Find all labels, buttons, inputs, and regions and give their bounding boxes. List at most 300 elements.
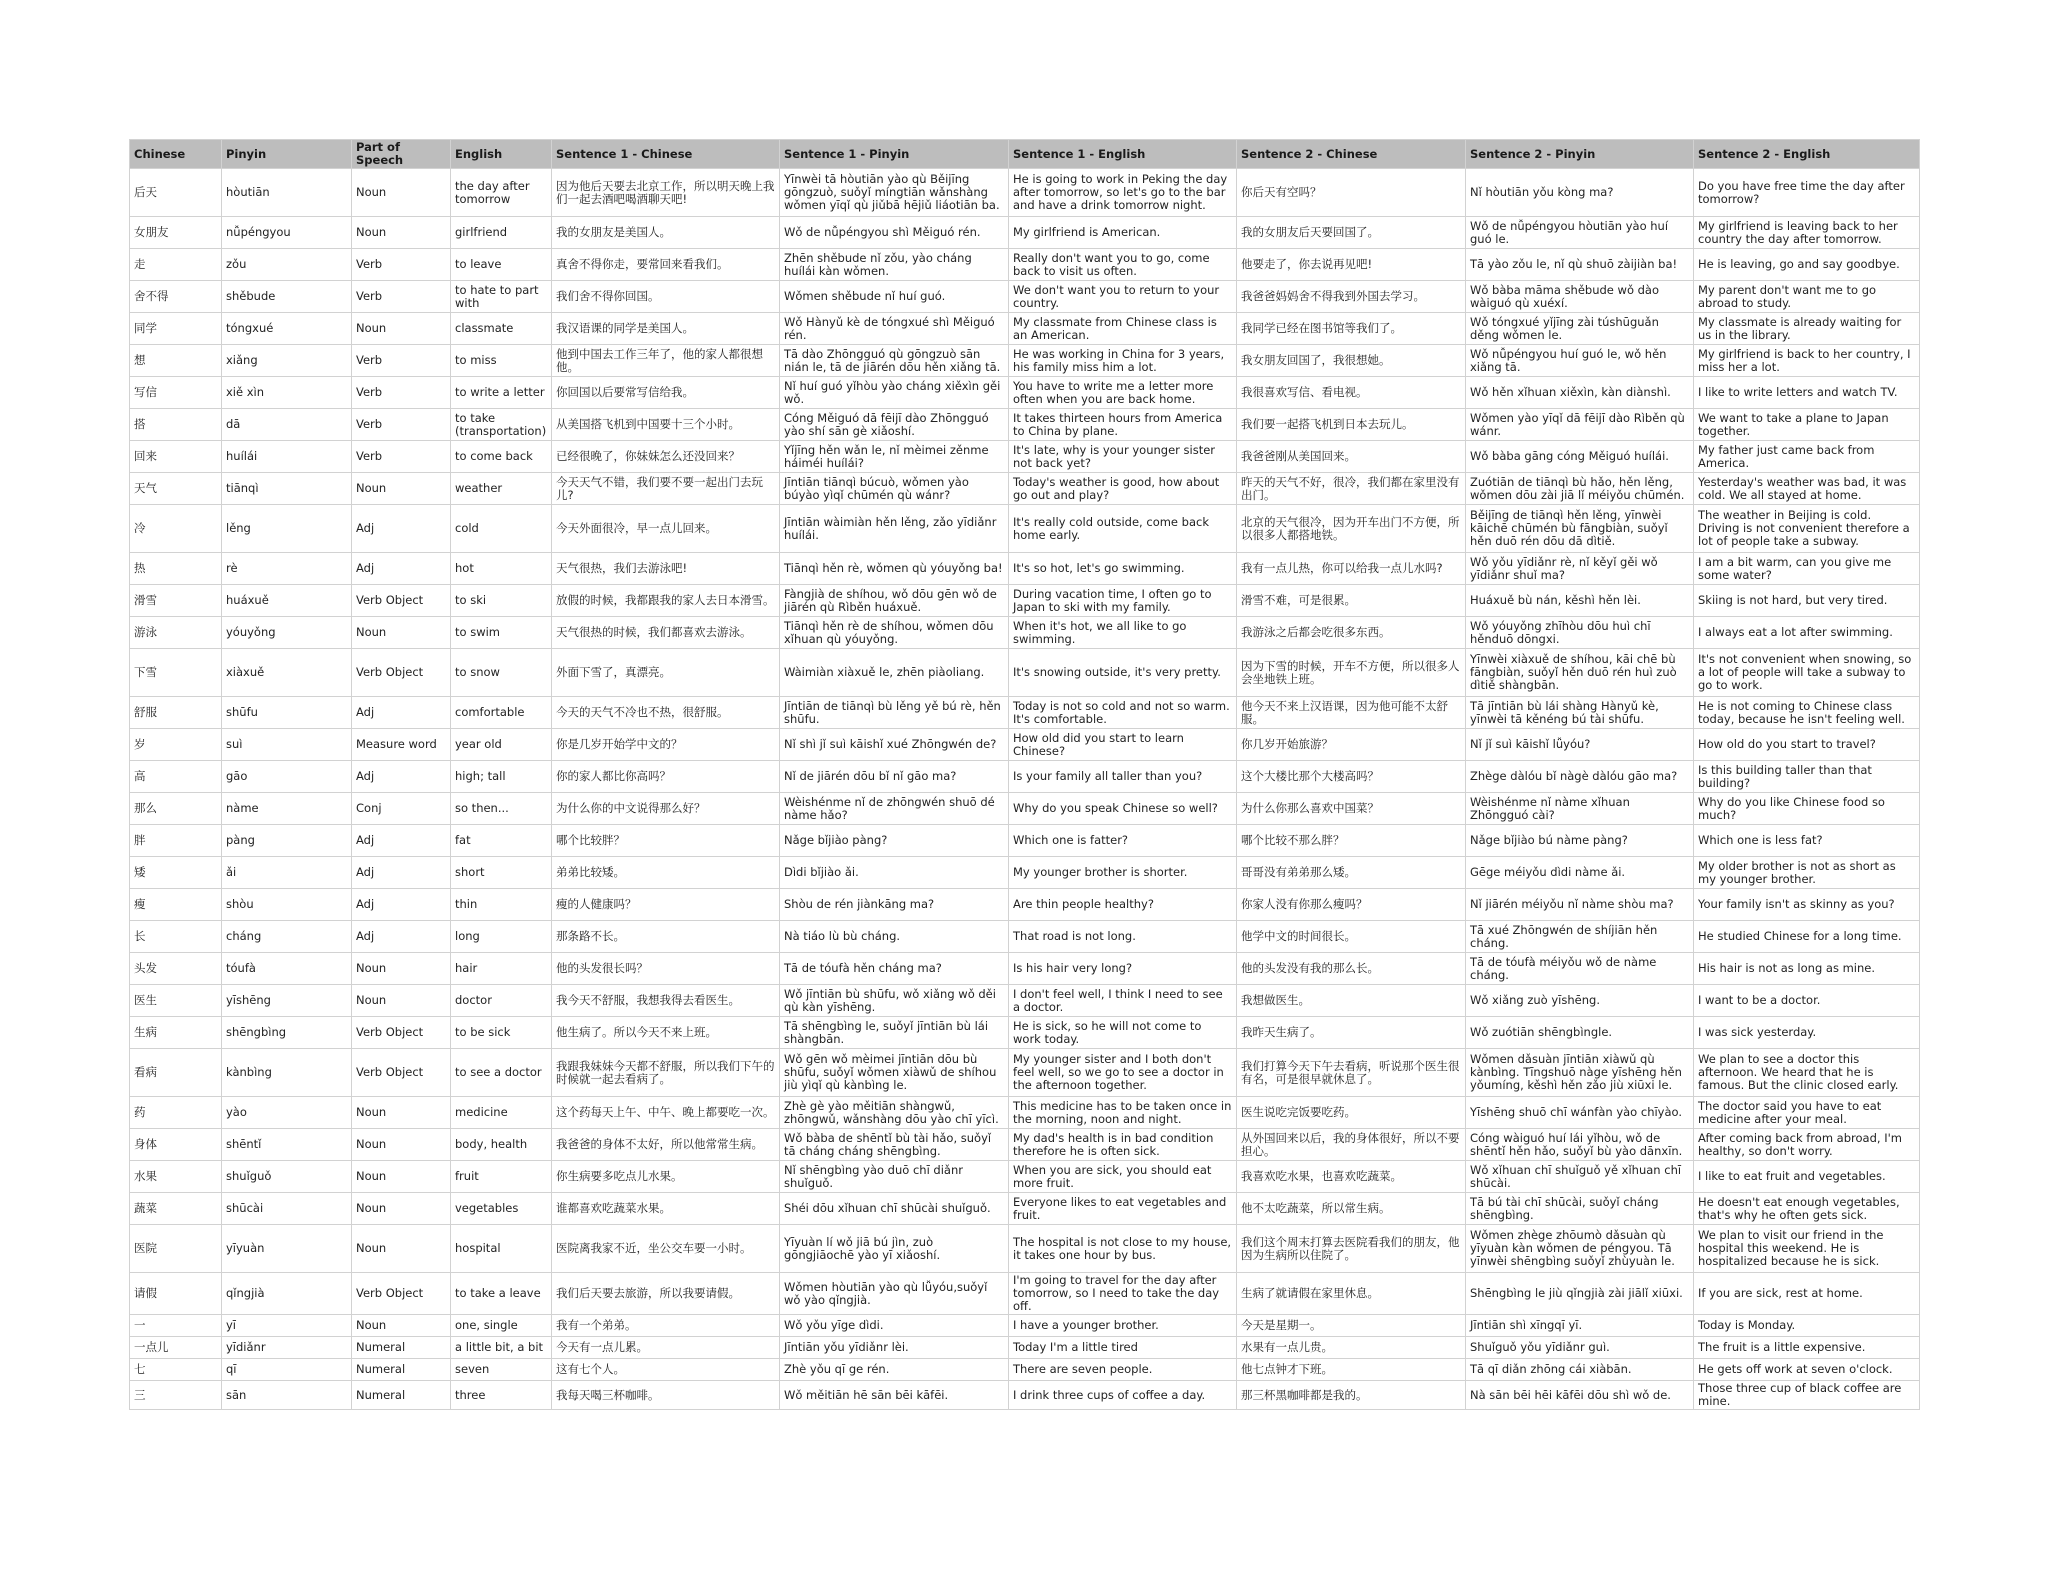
cell-sentence2-pinyin: Tā qī diǎn zhōng cái xiàbān. [1466, 1359, 1694, 1381]
table-row [130, 249, 1920, 281]
cell-sentence1-pinyin: Zhè yǒu qī ge rén. [780, 1359, 1009, 1381]
cell-sentence2-pinyin: Wǒ zuótiān shēngbìngle. [1466, 1017, 1694, 1049]
cell-sentence1-english: It's late, why is your younger sister not back yet? [1009, 441, 1237, 473]
cell-sentence2-english: He studied Chinese for a long time. [1694, 921, 1920, 953]
table-row [130, 953, 1920, 985]
cell-sentence1-pinyin: Wàimiàn xiàxuě le, zhēn piàoliang. [780, 649, 1009, 697]
table-row [130, 1273, 1920, 1315]
header-cell: Sentence 2 - Pinyin [1466, 140, 1694, 169]
cell-sentence1-pinyin: Wǒ yǒu yīge dìdi. [780, 1315, 1009, 1337]
cell-sentence2-pinyin: Tā de tóufà méiyǒu wǒ de nàme cháng. [1466, 953, 1694, 985]
cell-chinese: 那么 [130, 793, 222, 825]
cell-sentence1-pinyin: Wǒ Hànyǔ kè de tóngxué shì Měiguó rén. [780, 313, 1009, 345]
table-row [130, 1097, 1920, 1129]
cell-sentence2-english: The fruit is a little expensive. [1694, 1337, 1920, 1359]
cell-chinese: 天气 [130, 473, 222, 505]
cell-sentence2-chinese: 你后天有空吗？ [1237, 169, 1466, 217]
table-row [130, 825, 1920, 857]
cell-sentence1-english: There are seven people. [1009, 1359, 1237, 1381]
cell-sentence1-chinese: 我们后天要去旅游，所以我要请假。 [552, 1273, 780, 1315]
cell-chinese: 游泳 [130, 617, 222, 649]
cell-sentence2-english: He doesn't eat enough vegetables, that's why he often gets sick. [1694, 1193, 1920, 1225]
cell-sentence2-english: Those three cup of black coffee are mine. [1694, 1381, 1920, 1410]
cell-sentence1-pinyin: Wǒ jīntiān bù shūfu, wǒ xiǎng wǒ děi qù kàn yīshēng. [780, 985, 1009, 1017]
cell-sentence2-english: The doctor said you have to eat medicine after your meal. [1694, 1097, 1920, 1129]
cell-chinese: 看病 [130, 1049, 222, 1097]
cell-sentence1-chinese: 哪个比较胖？ [552, 825, 780, 857]
cell-sentence1-chinese: 这有七个人。 [552, 1359, 780, 1381]
cell-sentence2-pinyin: Běijīng de tiānqì hěn lěng, yīnwèi kāichē chūmén bù fāngbiàn, suǒyǐ hěn duō rén dōu dā dìtiě. [1466, 505, 1694, 553]
cell-sentence2-chinese: 因为下雪的时候，开车不方便，所以很多人会坐地铁上班。 [1237, 649, 1466, 697]
cell-sentence2-english: My girlfriend is back to her country, I miss her a lot. [1694, 345, 1920, 377]
cell-sentence1-english: My dad's health is in bad condition therefore he is often sick. [1009, 1129, 1237, 1161]
table-row [130, 761, 1920, 793]
cell-chinese: 一点儿 [130, 1337, 222, 1359]
cell-sentence1-chinese: 你是几岁开始学中文的？ [552, 729, 780, 761]
cell-sentence1-pinyin: Nǎge bǐjiào pàng? [780, 825, 1009, 857]
table-row [130, 1129, 1920, 1161]
cell-sentence2-chinese: 他要走了，你去说再见吧! [1237, 249, 1466, 281]
cell-sentence2-pinyin: Wǒ nǚpéngyou huí guó le, wǒ hěn xiǎng tā. [1466, 345, 1694, 377]
cell-sentence2-pinyin: Wǒ tóngxué yǐjīng zài túshūguǎn děng wǒmen le. [1466, 313, 1694, 345]
cell-sentence1-chinese: 今天天气不错，我们要不要一起出门去玩儿? [552, 473, 780, 505]
table-body [130, 169, 1920, 1410]
cell-english: weather [451, 473, 552, 505]
cell-pinyin: nàme [222, 793, 352, 825]
cell-chinese: 身体 [130, 1129, 222, 1161]
header-cell: Sentence 1 - Chinese [552, 140, 780, 169]
cell-part-of-speech: Verb [352, 249, 451, 281]
cell-english: year old [451, 729, 552, 761]
cell-sentence2-chinese: 我爸爸刚从美国回来。 [1237, 441, 1466, 473]
cell-sentence2-pinyin: Jīntiān shì xīngqī yī. [1466, 1315, 1694, 1337]
cell-part-of-speech: Verb Object [352, 1273, 451, 1315]
cell-pinyin: shūcài [222, 1193, 352, 1225]
cell-sentence1-pinyin: Yīyuàn lí wǒ jiā bú jìn, zuò gōngjiāochē yào yī xiǎoshí. [780, 1225, 1009, 1273]
table-row [130, 1225, 1920, 1273]
cell-sentence2-english: Skiing is not hard, but very tired. [1694, 585, 1920, 617]
table-row [130, 1017, 1920, 1049]
cell-part-of-speech: Adj [352, 761, 451, 793]
cell-sentence1-english: I have a younger brother. [1009, 1315, 1237, 1337]
cell-sentence1-pinyin: Fàngjià de shíhou, wǒ dōu gēn wǒ de jiārén qù Rìběn huáxuě. [780, 585, 1009, 617]
cell-sentence1-pinyin: Nǐ shì jǐ suì kāishǐ xué Zhōngwén de? [780, 729, 1009, 761]
cell-english: hospital [451, 1225, 552, 1273]
cell-sentence1-english: I drink three cups of coffee a day. [1009, 1381, 1237, 1410]
cell-sentence2-chinese: 这个大楼比那个大楼高吗？ [1237, 761, 1466, 793]
cell-sentence2-chinese: 哥哥没有弟弟那么矮。 [1237, 857, 1466, 889]
cell-part-of-speech: Noun [352, 169, 451, 217]
cell-english: thin [451, 889, 552, 921]
cell-english: seven [451, 1359, 552, 1381]
cell-sentence1-english: You have to write me a letter more often when you are back home. [1009, 377, 1237, 409]
cell-sentence2-chinese: 我的女朋友后天要回国了。 [1237, 217, 1466, 249]
cell-sentence2-pinyin: Wǒ hěn xǐhuan xiěxìn, kàn diànshì. [1466, 377, 1694, 409]
cell-chinese: 后天 [130, 169, 222, 217]
table-row [130, 553, 1920, 585]
cell-part-of-speech: Noun [352, 1129, 451, 1161]
cell-chinese: 七 [130, 1359, 222, 1381]
cell-sentence2-chinese: 医生说吃完饭要吃药。 [1237, 1097, 1466, 1129]
cell-sentence2-pinyin: Nǐ jiārén méiyǒu nǐ nàme shòu ma? [1466, 889, 1694, 921]
cell-sentence2-chinese: 他七点钟才下班。 [1237, 1359, 1466, 1381]
cell-pinyin: cháng [222, 921, 352, 953]
cell-sentence2-english: We want to take a plane to Japan together. [1694, 409, 1920, 441]
cell-sentence2-pinyin: Tā jīntiān bù lái shàng Hànyǔ kè, yīnwèi tā kěnéng bú tài shūfu. [1466, 697, 1694, 729]
cell-part-of-speech: Conj [352, 793, 451, 825]
cell-sentence1-pinyin: Zhè gè yào měitiān shàngwǔ, zhōngwǔ, wǎnshàng dōu yào chī yīcì. [780, 1097, 1009, 1129]
cell-sentence2-english: He is leaving, go and say goodbye. [1694, 249, 1920, 281]
cell-english: to take a leave [451, 1273, 552, 1315]
cell-pinyin: qī [222, 1359, 352, 1381]
cell-english: so then... [451, 793, 552, 825]
cell-sentence1-pinyin: Jīntiān yǒu yīdiǎnr lèi. [780, 1337, 1009, 1359]
cell-sentence2-english: Is this building taller than that building? [1694, 761, 1920, 793]
table-row [130, 217, 1920, 249]
cell-part-of-speech: Noun [352, 1225, 451, 1273]
cell-sentence2-pinyin: Tā xué Zhōngwén de shíjiān hěn cháng. [1466, 921, 1694, 953]
cell-sentence2-pinyin: Wǒ bàba gāng cóng Měiguó huílái. [1466, 441, 1694, 473]
cell-sentence1-chinese: 你的家人都比你高吗？ [552, 761, 780, 793]
cell-sentence1-chinese: 我有一个弟弟。 [552, 1315, 780, 1337]
cell-sentence1-chinese: 为什么你的中文说得那么好？ [552, 793, 780, 825]
cell-part-of-speech: Verb [352, 409, 451, 441]
cell-english: a little bit, a bit [451, 1337, 552, 1359]
cell-pinyin: xiàxuě [222, 649, 352, 697]
cell-chinese: 岁 [130, 729, 222, 761]
cell-part-of-speech: Numeral [352, 1359, 451, 1381]
cell-chinese: 水果 [130, 1161, 222, 1193]
cell-sentence1-chinese: 今天的天气不冷也不热，很舒服。 [552, 697, 780, 729]
cell-part-of-speech: Noun [352, 1161, 451, 1193]
cell-english: to snow [451, 649, 552, 697]
cell-part-of-speech: Adj [352, 505, 451, 553]
cell-pinyin: shēngbìng [222, 1017, 352, 1049]
cell-sentence2-pinyin: Huáxuě bù nán, kěshì hěn lèi. [1466, 585, 1694, 617]
cell-sentence2-english: Yesterday's weather was bad, it was cold. We all stayed at home. [1694, 473, 1920, 505]
cell-sentence1-chinese: 谁都喜欢吃蔬菜水果。 [552, 1193, 780, 1225]
cell-chinese: 医院 [130, 1225, 222, 1273]
cell-part-of-speech: Noun [352, 217, 451, 249]
table-row [130, 1049, 1920, 1097]
cell-part-of-speech: Noun [352, 617, 451, 649]
cell-english: hot [451, 553, 552, 585]
cell-sentence1-english: Which one is fatter? [1009, 825, 1237, 857]
cell-sentence2-chinese: 我们要一起搭飞机到日本去玩儿。 [1237, 409, 1466, 441]
cell-sentence2-english: It's not convenient when snowing, so a lot of people will take a subway to go to work. [1694, 649, 1920, 697]
cell-sentence2-english: Today is Monday. [1694, 1315, 1920, 1337]
cell-chinese: 长 [130, 921, 222, 953]
cell-chinese: 矮 [130, 857, 222, 889]
header-cell: Part of Speech [352, 140, 451, 169]
table-row [130, 921, 1920, 953]
cell-sentence1-english: During vacation time, I often go to Japan to ski with my family. [1009, 585, 1237, 617]
cell-sentence1-english: Are thin people healthy? [1009, 889, 1237, 921]
cell-pinyin: shēntǐ [222, 1129, 352, 1161]
cell-sentence1-pinyin: Tiānqì hěn rè de shíhou, wǒmen dōu xǐhuan qù yóuyǒng. [780, 617, 1009, 649]
cell-chinese: 舒服 [130, 697, 222, 729]
cell-sentence2-pinyin: Zhège dàlóu bǐ nàgè dàlóu gāo ma? [1466, 761, 1694, 793]
cell-sentence1-chinese: 我爸爸的身体不太好，所以他常常生病。 [552, 1129, 780, 1161]
cell-sentence1-pinyin: Shéi dōu xǐhuan chī shūcài shuǐguǒ. [780, 1193, 1009, 1225]
cell-sentence2-english: Which one is less fat? [1694, 825, 1920, 857]
cell-pinyin: pàng [222, 825, 352, 857]
cell-pinyin: sān [222, 1381, 352, 1410]
cell-sentence1-chinese: 我们舍不得你回国。 [552, 281, 780, 313]
cell-sentence2-chinese: 我很喜欢写信、看电视。 [1237, 377, 1466, 409]
cell-english: to miss [451, 345, 552, 377]
cell-sentence1-english: That road is not long. [1009, 921, 1237, 953]
cell-sentence2-pinyin: Nǎge bǐjiào bú nàme pàng? [1466, 825, 1694, 857]
cell-sentence1-pinyin: Nǐ huí guó yǐhòu yào cháng xiěxìn gěi wǒ. [780, 377, 1009, 409]
cell-english: three [451, 1381, 552, 1410]
cell-pinyin: tóngxué [222, 313, 352, 345]
cell-english: girlfriend [451, 217, 552, 249]
cell-sentence2-chinese: 我想做医生。 [1237, 985, 1466, 1017]
cell-sentence1-chinese: 瘦的人健康吗？ [552, 889, 780, 921]
cell-sentence1-pinyin: Wǒ gēn wǒ mèimei jīntiān dōu bù shūfu, suǒyǐ wǒmen xiàwǔ de shíhou jiù yìqǐ qù kànbìng le. [780, 1049, 1009, 1097]
cell-pinyin: yào [222, 1097, 352, 1129]
cell-english: high; tall [451, 761, 552, 793]
cell-sentence1-english: I don't feel well, I think I need to see a doctor. [1009, 985, 1237, 1017]
cell-part-of-speech: Noun [352, 985, 451, 1017]
header-cell: Sentence 2 - Chinese [1237, 140, 1466, 169]
cell-sentence2-pinyin: Nǐ jǐ suì kāishǐ lǚyóu? [1466, 729, 1694, 761]
cell-sentence2-english: We plan to see a doctor this afternoon. We heard that he is famous. But the clinic closed early. [1694, 1049, 1920, 1097]
cell-chinese: 高 [130, 761, 222, 793]
cell-sentence2-pinyin: Wǒ xǐhuan chī shuǐguǒ yě xǐhuan chī shūcài. [1466, 1161, 1694, 1193]
cell-sentence1-pinyin: Nǐ shēngbìng yào duō chī diǎnr shuǐguǒ. [780, 1161, 1009, 1193]
cell-sentence2-chinese: 我女朋友回国了，我很想她。 [1237, 345, 1466, 377]
cell-sentence2-chinese: 他学中文的时间很长。 [1237, 921, 1466, 953]
cell-sentence2-english: If you are sick, rest at home. [1694, 1273, 1920, 1315]
table-row [130, 441, 1920, 473]
cell-sentence2-chinese: 你几岁开始旅游？ [1237, 729, 1466, 761]
cell-sentence2-chinese: 为什么你那么喜欢中国菜？ [1237, 793, 1466, 825]
cell-english: doctor [451, 985, 552, 1017]
cell-sentence1-chinese: 今天有一点儿累。 [552, 1337, 780, 1359]
cell-sentence1-chinese: 我汉语课的同学是美国人。 [552, 313, 780, 345]
cell-sentence1-chinese: 我跟我妹妹今天都不舒服，所以我们下午的时候就一起去看病了。 [552, 1049, 780, 1097]
cell-pinyin: xiě xìn [222, 377, 352, 409]
cell-sentence1-chinese: 他到中国去工作三年了，他的家人都很想他。 [552, 345, 780, 377]
cell-sentence1-english: Really don't want you to go, come back to visit us often. [1009, 249, 1237, 281]
cell-english: to leave [451, 249, 552, 281]
cell-sentence1-pinyin: Nà tiáo lù bù cháng. [780, 921, 1009, 953]
cell-sentence1-english: How old did you start to learn Chinese? [1009, 729, 1237, 761]
cell-sentence2-pinyin: Wǒmen yào yīqǐ dā fēijī dào Rìběn qù wánr. [1466, 409, 1694, 441]
cell-english: classmate [451, 313, 552, 345]
header-cell: Pinyin [222, 140, 352, 169]
cell-pinyin: huílái [222, 441, 352, 473]
cell-sentence2-chinese: 生病了就请假在家里休息。 [1237, 1273, 1466, 1315]
cell-sentence1-chinese: 那条路不长。 [552, 921, 780, 953]
header-cell: Sentence 2 - English [1694, 140, 1920, 169]
table-row [130, 1359, 1920, 1381]
table-row [130, 169, 1920, 217]
table-row [130, 1337, 1920, 1359]
table-row [130, 857, 1920, 889]
cell-sentence2-pinyin: Wǒ yǒu yīdiǎnr rè, nǐ kěyǐ gěi wǒ yīdiǎnr shuǐ ma? [1466, 553, 1694, 585]
cell-sentence1-pinyin: Wǒ de nǚpéngyou shì Měiguó rén. [780, 217, 1009, 249]
cell-sentence1-pinyin: Jīntiān de tiānqì bù lěng yě bú rè, hěn shūfu. [780, 697, 1009, 729]
cell-sentence1-english: He is sick, so he will not come to work today. [1009, 1017, 1237, 1049]
cell-sentence2-pinyin: Nà sān bēi hēi kāfēi dōu shì wǒ de. [1466, 1381, 1694, 1410]
table-row [130, 889, 1920, 921]
cell-sentence1-pinyin: Yīnwèi tā hòutiān yào qù Běijīng gōngzuò, suǒyǐ míngtiān wǎnshàng wǒmen yīqǐ qù jiǔbā hējiǔ liáotiān ba. [780, 169, 1009, 217]
cell-sentence1-chinese: 我每天喝三杯咖啡。 [552, 1381, 780, 1410]
cell-sentence2-english: I like to write letters and watch TV. [1694, 377, 1920, 409]
cell-sentence1-english: When you are sick, you should eat more fruit. [1009, 1161, 1237, 1193]
cell-sentence1-chinese: 外面下雪了，真漂亮。 [552, 649, 780, 697]
cell-sentence1-english: When it's hot, we all like to go swimming. [1009, 617, 1237, 649]
cell-english: vegetables [451, 1193, 552, 1225]
cell-sentence1-english: It's so hot, let's go swimming. [1009, 553, 1237, 585]
cell-sentence2-chinese: 哪个比较不那么胖？ [1237, 825, 1466, 857]
cell-sentence1-chinese: 天气很热，我们去游泳吧! [552, 553, 780, 585]
cell-sentence2-english: I like to eat fruit and vegetables. [1694, 1161, 1920, 1193]
cell-sentence2-english: He is not coming to Chinese class today, because he isn't feeling well. [1694, 697, 1920, 729]
cell-part-of-speech: Verb Object [352, 1017, 451, 1049]
cell-sentence2-pinyin: Wǒ yóuyǒng zhīhòu dōu huì chī hěnduō dōngxi. [1466, 617, 1694, 649]
cell-sentence2-chinese: 昨天的天气不好，很冷，我们都在家里没有出门。 [1237, 473, 1466, 505]
cell-sentence1-chinese: 放假的时候，我都跟我的家人去日本滑雪。 [552, 585, 780, 617]
cell-sentence1-english: Today I'm a little tired [1009, 1337, 1237, 1359]
cell-english: to be sick [451, 1017, 552, 1049]
cell-sentence1-english: Today's weather is good, how about go out and play? [1009, 473, 1237, 505]
cell-english: fat [451, 825, 552, 857]
cell-chinese: 请假 [130, 1273, 222, 1315]
cell-sentence1-english: Today is not so cold and not so warm. It's comfortable. [1009, 697, 1237, 729]
cell-sentence1-english: Is your family all taller than you? [1009, 761, 1237, 793]
cell-sentence1-english: It takes thirteen hours from America to China by plane. [1009, 409, 1237, 441]
cell-part-of-speech: Adj [352, 553, 451, 585]
cell-sentence1-pinyin: Tā dào Zhōngguó qù gōngzuò sān nián le, tā de jiārén dōu hěn xiǎng tā. [780, 345, 1009, 377]
table-row [130, 505, 1920, 553]
cell-sentence2-chinese: 我有一点儿热，你可以给我一点儿水吗? [1237, 553, 1466, 585]
cell-sentence1-english: My girlfriend is American. [1009, 217, 1237, 249]
cell-sentence1-pinyin: Wǒ bàba de shēntǐ bù tài hǎo, suǒyǐ tā cháng cháng shēngbìng. [780, 1129, 1009, 1161]
table-row [130, 729, 1920, 761]
header-row [130, 140, 1920, 169]
cell-sentence2-english: I want to be a doctor. [1694, 985, 1920, 1017]
cell-sentence2-chinese: 北京的天气很冷，因为开车出门不方便，所以很多人都搭地铁。 [1237, 505, 1466, 553]
table-row [130, 313, 1920, 345]
cell-sentence2-english: We plan to visit our friend in the hospital this weekend. He is hospitalized because he is sick. [1694, 1225, 1920, 1273]
cell-sentence2-pinyin: Gēge méiyǒu dìdi nàme ǎi. [1466, 857, 1694, 889]
cell-sentence2-chinese: 那三杯黑咖啡都是我的。 [1237, 1381, 1466, 1410]
cell-english: medicine [451, 1097, 552, 1129]
table-row [130, 1193, 1920, 1225]
cell-sentence1-english: It's snowing outside, it's very pretty. [1009, 649, 1237, 697]
table-row [130, 409, 1920, 441]
cell-sentence1-chinese: 我的女朋友是美国人。 [552, 217, 780, 249]
cell-sentence1-pinyin: Tiānqì hěn rè, wǒmen qù yóuyǒng ba! [780, 553, 1009, 585]
cell-english: hair [451, 953, 552, 985]
cell-sentence1-english: The hospital is not close to my house, it takes one hour by bus. [1009, 1225, 1237, 1273]
cell-sentence2-english: Do you have free time the day after tomorrow? [1694, 169, 1920, 217]
cell-sentence1-chinese: 你回国以后要常写信给我。 [552, 377, 780, 409]
cell-pinyin: yīyuàn [222, 1225, 352, 1273]
cell-pinyin: nǚpéngyou [222, 217, 352, 249]
cell-sentence1-chinese: 你生病要多吃点儿水果。 [552, 1161, 780, 1193]
cell-sentence1-english: I'm going to travel for the day after tomorrow, so I need to take the day off. [1009, 1273, 1237, 1315]
cell-sentence1-english: My classmate from Chinese class is an American. [1009, 313, 1237, 345]
cell-sentence2-english: I am a bit warm, can you give me some water? [1694, 553, 1920, 585]
cell-sentence1-pinyin: Tā de tóufà hěn cháng ma? [780, 953, 1009, 985]
cell-sentence2-chinese: 今天是星期一。 [1237, 1315, 1466, 1337]
cell-pinyin: gāo [222, 761, 352, 793]
cell-sentence1-english: Why do you speak Chinese so well? [1009, 793, 1237, 825]
cell-chinese: 胖 [130, 825, 222, 857]
cell-sentence1-pinyin: Wǒ měitiān hē sān bēi kāfēi. [780, 1381, 1009, 1410]
cell-sentence2-pinyin: Zuótiān de tiānqì bù hǎo, hěn lěng, wǒmen dōu zài jiā lǐ méiyǒu chūmén. [1466, 473, 1694, 505]
cell-pinyin: rè [222, 553, 352, 585]
cell-sentence2-pinyin: Wèishénme nǐ nàme xǐhuan Zhōngguó cài? [1466, 793, 1694, 825]
cell-sentence1-chinese: 真舍不得你走，要常回来看我们。 [552, 249, 780, 281]
cell-sentence2-pinyin: Tā yào zǒu le, nǐ qù shuō zàijiàn ba! [1466, 249, 1694, 281]
cell-part-of-speech: Numeral [352, 1381, 451, 1410]
cell-english: long [451, 921, 552, 953]
header-cell: Chinese [130, 140, 222, 169]
cell-sentence1-pinyin: Wèishénme nǐ de zhōngwén shuō dé nàme hǎo? [780, 793, 1009, 825]
cell-pinyin: shěbude [222, 281, 352, 313]
cell-sentence1-pinyin: Shòu de rén jiànkāng ma? [780, 889, 1009, 921]
cell-sentence1-english: It's really cold outside, come back home early. [1009, 505, 1237, 553]
cell-sentence2-pinyin: Yīshēng shuō chī wánfàn yào chīyào. [1466, 1097, 1694, 1129]
cell-sentence1-pinyin: Cóng Měiguó dā fēijī dào Zhōngguó yào shí sān gè xiǎoshí. [780, 409, 1009, 441]
cell-chinese: 头发 [130, 953, 222, 985]
cell-chinese: 三 [130, 1381, 222, 1410]
cell-part-of-speech: Verb Object [352, 1049, 451, 1097]
cell-sentence1-english: We don't want you to return to your country. [1009, 281, 1237, 313]
cell-part-of-speech: Noun [352, 953, 451, 985]
cell-part-of-speech: Measure word [352, 729, 451, 761]
cell-sentence2-chinese: 我们这个周末打算去医院看我们的朋友，他因为生病所以住院了。 [1237, 1225, 1466, 1273]
cell-part-of-speech: Noun [352, 473, 451, 505]
cell-sentence2-chinese: 我爸爸妈妈舍不得我到外国去学习。 [1237, 281, 1466, 313]
cell-part-of-speech: Noun [352, 1315, 451, 1337]
cell-sentence2-chinese: 滑雪不难，可是很累。 [1237, 585, 1466, 617]
header-cell: English [451, 140, 552, 169]
cell-chinese: 医生 [130, 985, 222, 1017]
cell-part-of-speech: Verb Object [352, 585, 451, 617]
cell-english: short [451, 857, 552, 889]
cell-english: to come back [451, 441, 552, 473]
cell-english: fruit [451, 1161, 552, 1193]
cell-sentence1-pinyin: Dìdi bǐjiào ǎi. [780, 857, 1009, 889]
cell-chinese: 女朋友 [130, 217, 222, 249]
cell-sentence2-pinyin: Wǒmen dǎsuàn jīntiān xiàwǔ qù kànbìng. Tīngshuō nàge yīshēng hěn yǒumíng, kěshì hěn zǎo jiù xiūxi le. [1466, 1049, 1694, 1097]
cell-sentence2-pinyin: Wǒ de nǚpéngyou hòutiān yào huí guó le. [1466, 217, 1694, 249]
cell-sentence2-chinese: 我们打算今天下午去看病，听说那个医生很有名，可是很早就休息了。 [1237, 1049, 1466, 1097]
table-row [130, 473, 1920, 505]
cell-sentence1-chinese: 弟弟比较矮。 [552, 857, 780, 889]
cell-sentence2-chinese: 水果有一点儿贵。 [1237, 1337, 1466, 1359]
cell-sentence2-english: My father just came back from America. [1694, 441, 1920, 473]
cell-sentence1-english: He is going to work in Peking the day after tomorrow, so let's go to the bar and have a drink tomorrow night. [1009, 169, 1237, 217]
cell-part-of-speech: Adj [352, 825, 451, 857]
vocabulary-table [129, 139, 1920, 1410]
cell-pinyin: huáxuě [222, 585, 352, 617]
cell-pinyin: kànbìng [222, 1049, 352, 1097]
cell-english: to swim [451, 617, 552, 649]
cell-chinese: 药 [130, 1097, 222, 1129]
cell-chinese: 写信 [130, 377, 222, 409]
cell-sentence2-chinese: 我喜欢吃水果，也喜欢吃蔬菜。 [1237, 1161, 1466, 1193]
cell-sentence1-chinese: 已经很晚了，你妹妹怎么还没回来？ [552, 441, 780, 473]
cell-pinyin: shūfu [222, 697, 352, 729]
